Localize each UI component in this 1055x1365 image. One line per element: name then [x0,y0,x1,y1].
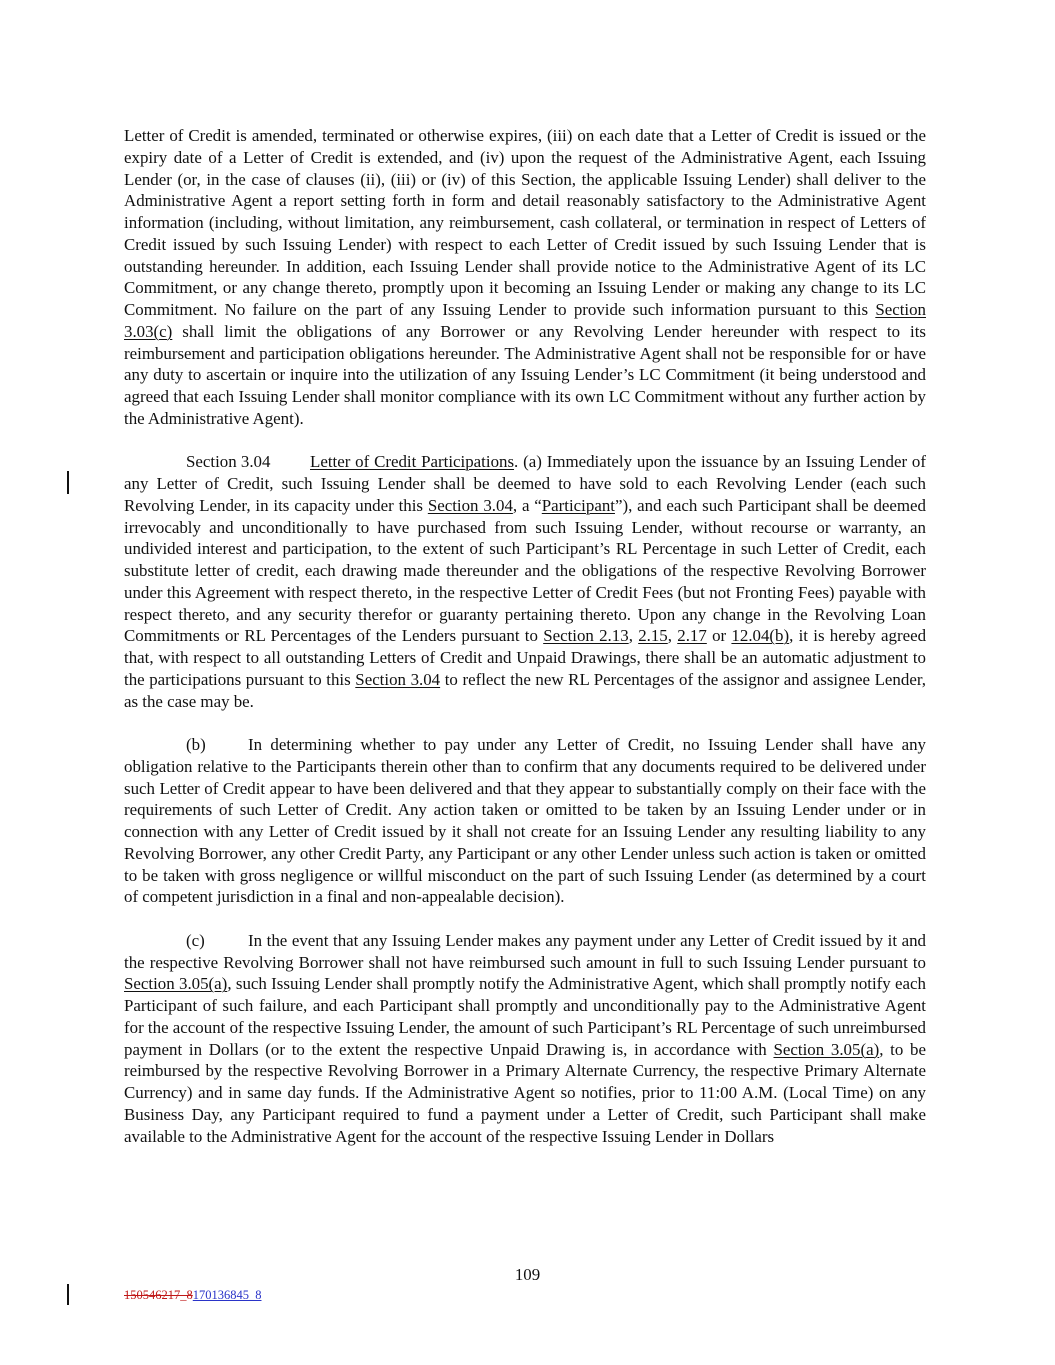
cross-reference-link[interactable]: Section 3.04 [355,669,441,689]
defined-term: Participant [541,495,615,515]
clause-label: (b) [186,735,206,754]
paragraph-continuation [124,125,926,430]
deleted-document-id: 150546217_8 [124,1288,193,1302]
paragraph-text: to reflect the new RL Percentages of the assignor and assignee Lender, as the case may be. [124,669,926,711]
cross-reference-link[interactable]: 12.04(b) [731,626,790,646]
paragraph-text: , a “ [512,495,542,515]
section-3-04-paragraph [124,451,926,712]
separator-text: , [628,626,639,646]
cross-reference-link[interactable]: 2.17 [677,626,707,646]
cross-reference-link[interactable]: Section 2.13 [543,626,629,646]
cross-reference-link[interactable]: Section 3.03(c) [124,300,926,341]
clause-c-paragraph [124,930,926,1148]
page-number: 109 [514,1265,541,1284]
paragraph-text: In the event that any Issuing Lender makes any payment under any Letter of Credit issued by it and the respective Revolving Borrower shall not have reimbursed such amount in full to such Issuing Lender pursuant to [124,930,926,972]
document-id [124,1288,262,1303]
separator-text: or [706,626,732,646]
inserted-document-id: 170136845_8 [192,1288,262,1302]
paragraph-text: Letter of Credit is amended, terminated or otherwise expires, (iii) on each date that a Letter of Credit is issued or the expiry date of a Letter of Credit is extended, and (iv) upon the request of the Administrative Agent, each Issuing Lender (or, in the case of clauses (ii), (iii) or (iv) of this Section, the applicable Issuing Lender) shall deliver to the Administrative Agent a report setting forth in form and detail reasonably satisfactory to the Administrative Agent information (including, without limitation, any reimbursement, cash collateral, or termination in respect of Letters of Credit issued by such Issuing Lender) with respect to each Letter of Credit issued by such Issuing Lender that is outstanding hereunder. In addition, each Issuing Lender shall provide notice to the Administrative Agent of its LC Commitment, or any change thereto, promptly upon it becoming an Issuing Lender or making any change to its LC Commitment. No failure on the part of any Issuing Lender to provide such information pursuant to this [124,126,926,319]
cross-reference-link[interactable]: Section 3.05(a) [773,1039,880,1059]
cross-reference-link[interactable]: 2.15 [638,626,668,646]
cross-reference-link[interactable]: Section 3.04 [427,495,513,515]
paragraph-text: . (a) Immediately upon the issuance by an Issuing Lender of any Letter of Credit, such Issuing Lender shall be deemed to have sold to each Revolving Lender (each such Revolving Lender, in its capacity under this [124,452,926,515]
change-bar-section-3-04 [67,471,69,494]
clause-b-paragraph [124,734,926,908]
change-bar-footer [67,1284,69,1305]
section-heading: Letter of Credit Participations [310,452,515,472]
paragraph-text: , to be reimbursed by the respective Revolving Borrower in a Primary Alternate Currency, the respective Primary Alternate Currency) and in same day funds. If the Administrative Agent so notifies, prior to 11:00 A.M. (Local Time) on any Business Day, any Participant required to fund a payment under a Letter of Credit, such Participant shall make available to the Administrative Agent for the account of the respective Issuing Lender in Dollars [124,1039,926,1146]
cross-reference-link[interactable]: Section 3.05(a) [124,974,228,994]
separator-text: , [667,626,678,646]
paragraph-text: shall limit the obligations of any Borrower or any Revolving Lender hereunder with respect to its reimbursement and participation obligations hereunder. The Administrative Agent shall not be responsible for or have any duty to ascertain or inquire into the utilization of any Issuing Lender’s LC Commitment (it being understood and agreed that each Issuing Lender shall monitor compliance with its own LC Commitment without any further action by the Administrative Agent). [124,321,926,428]
paragraph-text: In determining whether to pay under any Letter of Credit, no Issuing Lender shall have any obligation relative to the Participants therein other than to confirm that any documents required to be delivered under such Letter of Credit appear to have been delivered and that they appear to substantially comply on their face with the requirements of such Letter of Credit. Any action taken or omitted to be taken by an Issuing Lender under or in connection with any Letter of Credit issued by it shall not create for an Issuing Lender any resulting liability to any Revolving Borrower, any other Credit Party, any Participant or any other Lender unless such action is taken or omitted to be taken with gross negligence or willful misconduct on the part of such Issuing Lender (as determined by a court of competent jurisdiction in a final and non-appealable decision). [124,735,926,907]
section-number: Section 3.04 [186,452,271,472]
paragraph-text: , it is hereby agreed that, with respect to all outstanding Letters of Credit and Unpaid Drawings, there shall be an automatic adjustment to the participations pursuant to this [124,626,927,689]
paragraph-text: , such Issuing Lender shall promptly notify the Administrative Agent, which shall promptly notify each Participant of such failure, and each Participant shall promptly and unconditionally pay to the Administrative Agent for the account of the respective Issuing Lender, the amount of such Participant’s RL Percentage of such unreimbursed payment in Dollars (or to the extent the respective Unpaid Drawing is, in accordance with [124,974,926,1059]
document-body [124,125,926,1147]
clause-label: (c) [186,930,205,950]
paragraph-text: ”), and each such Participant shall be deemed irrevocably and unconditionally to have purchased from such Issuing Lender, without recourse or warranty, an undivided interest and participation, to the extent of such Participant’s RL Percentage in such Letter of Credit, each substitute letter of credit, each drawing made thereunder and the obligations of the respective Revolving Borrower under this Agreement with respect thereto, in the respective Letter of Credit Fees (but not Fronting Fees) payable with respect thereto, and any security therefor or guaranty pertaining thereto. Upon any change in the Revolving Loan Commitments or RL Percentages of the Lenders pursuant to [124,495,926,646]
